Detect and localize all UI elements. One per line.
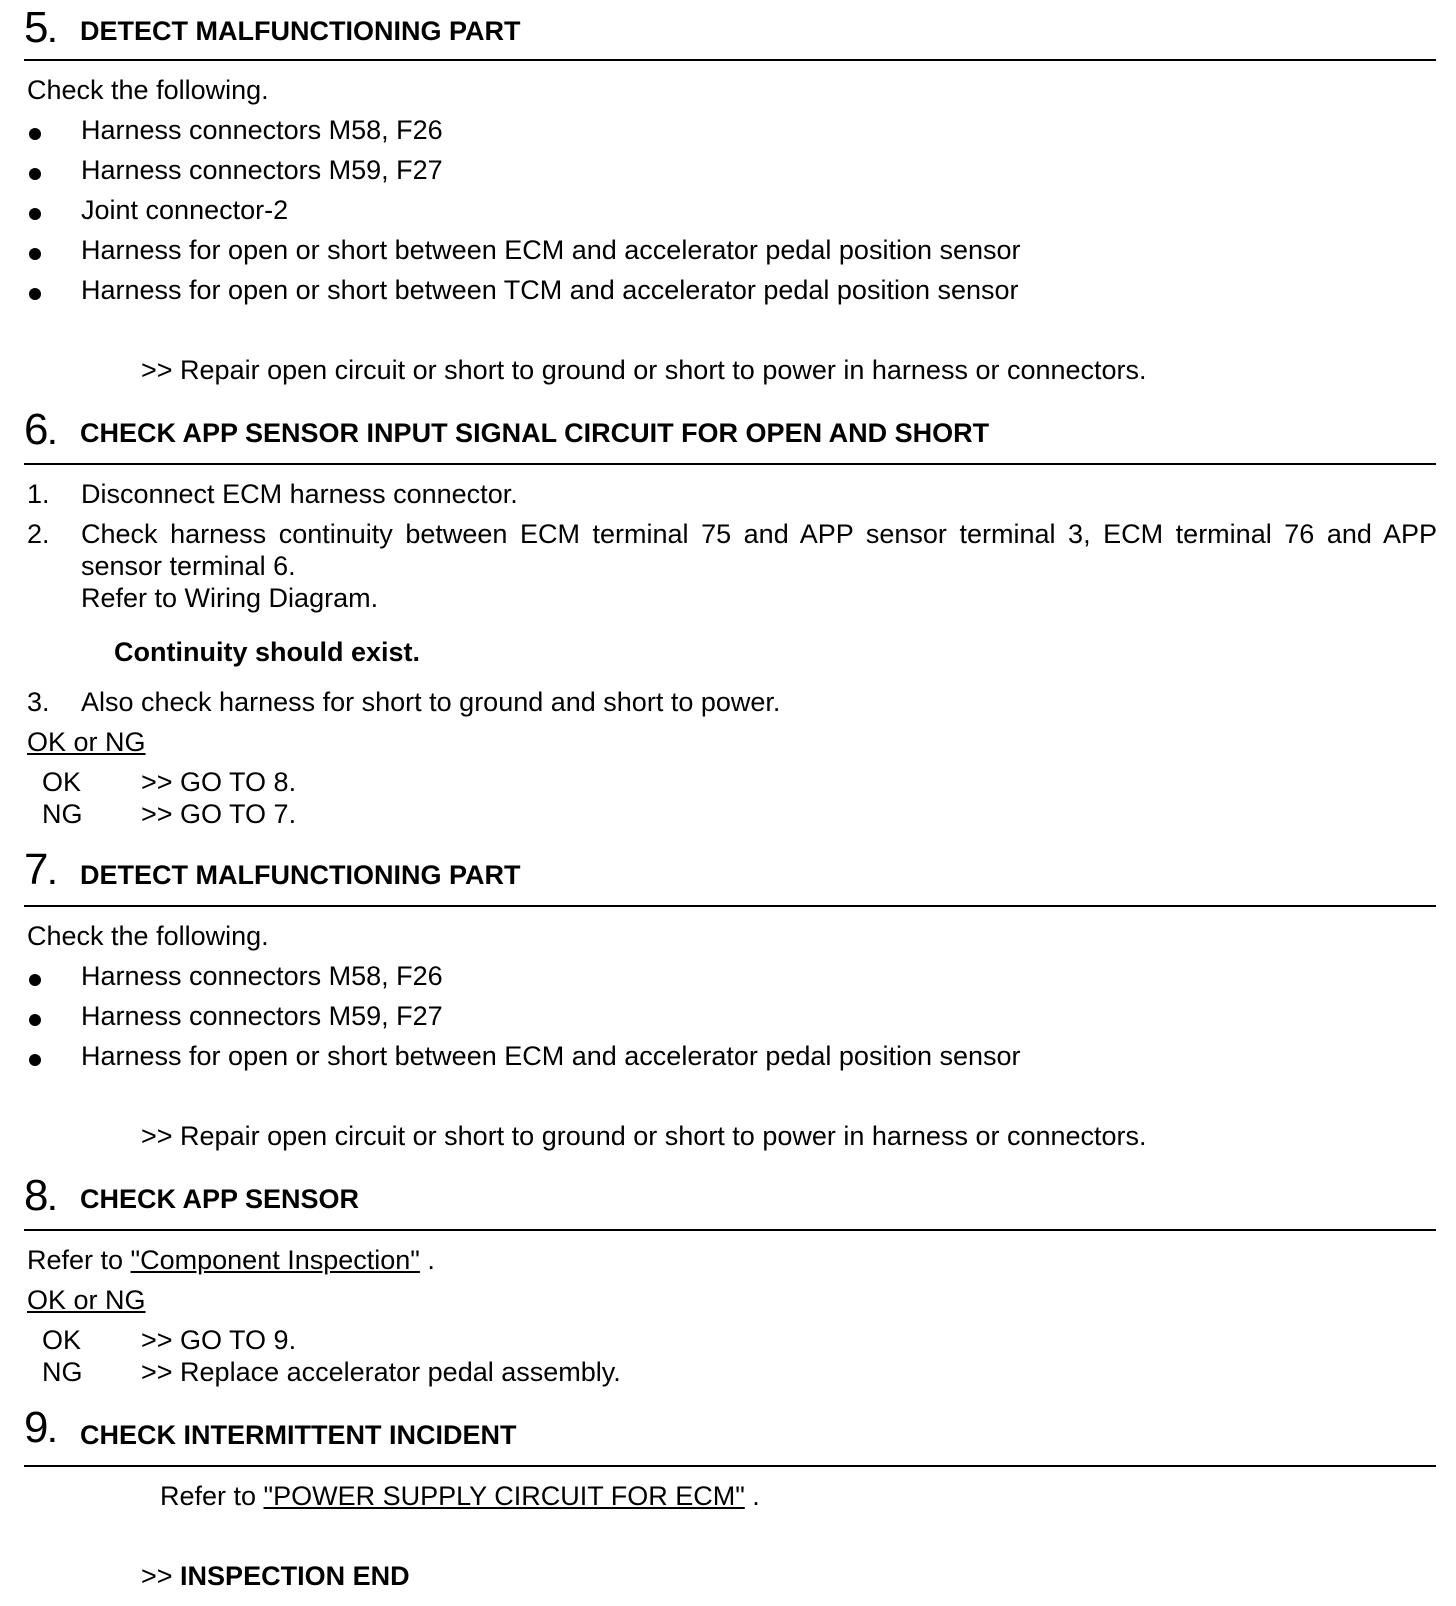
bullet-icon (29, 248, 41, 260)
component-inspection-link[interactable]: "Component Inspection" (130, 1245, 420, 1275)
step-title: CHECK APP SENSOR (80, 1184, 360, 1214)
bullet-icon (29, 168, 41, 180)
step-7-header: 7. (24, 845, 57, 894)
list-item: Harness for open or short between ECM and accelerator pedal position sensor (81, 235, 1021, 265)
ok-or-ng-label: OK or NG (27, 1285, 146, 1315)
list-item: Check harness continuity between ECM terminal 75 and APP sensor terminal 3, ECM terminal 76 and APP sensor terminal 6. (81, 519, 1437, 581)
bullet-icon (29, 1014, 41, 1026)
step-title: CHECK INTERMITTENT INCIDENT (80, 1420, 517, 1450)
divider (24, 1465, 1436, 1467)
divider (24, 463, 1436, 465)
step-5-header: 5. (24, 3, 57, 52)
intro-text: Check the following. (27, 75, 269, 105)
refer-suffix: . (744, 1481, 760, 1511)
refer-suffix: . (419, 1245, 435, 1275)
end-arrow: >> (141, 1561, 181, 1591)
list-item: Harness for open or short between ECM and accelerator pedal position sensor (81, 1041, 1021, 1071)
step-number: 8 (24, 1171, 49, 1220)
divider (24, 1229, 1436, 1231)
list-number: 1. (27, 479, 50, 509)
list-item: Harness for open or short between TCM and accelerator pedal position sensor (81, 275, 1019, 305)
refer-line (160, 1480, 760, 1512)
ok-label: OK (42, 767, 82, 797)
refer-prefix: Refer to (27, 1245, 131, 1275)
list-item: Harness connectors M59, F27 (81, 155, 443, 185)
bullet-icon (29, 1054, 41, 1066)
step-number: 6 (24, 405, 49, 454)
step-number: 5 (24, 3, 49, 52)
list-item: Also check harness for short to ground and short to power. (81, 687, 781, 717)
intro-text: Check the following. (27, 921, 269, 951)
step-6-header: 6. (24, 405, 57, 454)
list-item: Disconnect ECM harness connector. (81, 479, 518, 509)
step-8-header: 8. (24, 1171, 57, 1220)
ok-label: OK (42, 1325, 82, 1355)
step-title: DETECT MALFUNCTIONING PART (80, 16, 521, 46)
divider (24, 59, 1436, 61)
inspection-end-text: INSPECTION END (180, 1561, 410, 1591)
bullet-icon (29, 288, 41, 300)
list-item: Harness connectors M58, F26 (81, 115, 443, 145)
ng-action: >> Replace accelerator pedal assembly. (141, 1357, 621, 1387)
list-number: 2. (27, 519, 50, 549)
list-number: 3. (27, 687, 50, 717)
refer-prefix: Refer to (160, 1481, 264, 1511)
step-title: CHECK APP SENSOR INPUT SIGNAL CIRCUIT FOR OPEN AND SHORT (80, 418, 990, 448)
bullet-icon (29, 974, 41, 986)
list-item: Harness connectors M59, F27 (81, 1001, 443, 1031)
power-supply-circuit-link[interactable]: "POWER SUPPLY CIRCUIT FOR ECM" (263, 1481, 745, 1511)
ng-label: NG (42, 1357, 83, 1387)
ng-label: NG (42, 799, 83, 829)
refer-line (27, 1244, 435, 1276)
inspection-end (141, 1560, 410, 1592)
action-text: >> Repair open circuit or short to ground or short to power in harness or connectors. (141, 355, 1147, 385)
divider (24, 905, 1436, 907)
list-item: Joint connector-2 (81, 195, 289, 225)
ok-action: >> GO TO 8. (141, 767, 297, 797)
step-number: 9 (24, 1403, 49, 1452)
list-subtext: Refer to Wiring Diagram. (81, 583, 379, 613)
action-text: >> Repair open circuit or short to ground or short to power in harness or connectors. (141, 1121, 1147, 1151)
bullet-icon (29, 128, 41, 140)
ok-or-ng-label: OK or NG (27, 727, 146, 757)
ok-action: >> GO TO 9. (141, 1325, 297, 1355)
spec-text: Continuity should exist. (114, 637, 421, 667)
ng-action: >> GO TO 7. (141, 799, 297, 829)
list-item: Harness connectors M58, F26 (81, 961, 443, 991)
step-title: DETECT MALFUNCTIONING PART (80, 860, 521, 890)
step-number: 7 (24, 845, 49, 894)
bullet-icon (29, 208, 41, 220)
step-9-header: 9. (24, 1403, 57, 1452)
